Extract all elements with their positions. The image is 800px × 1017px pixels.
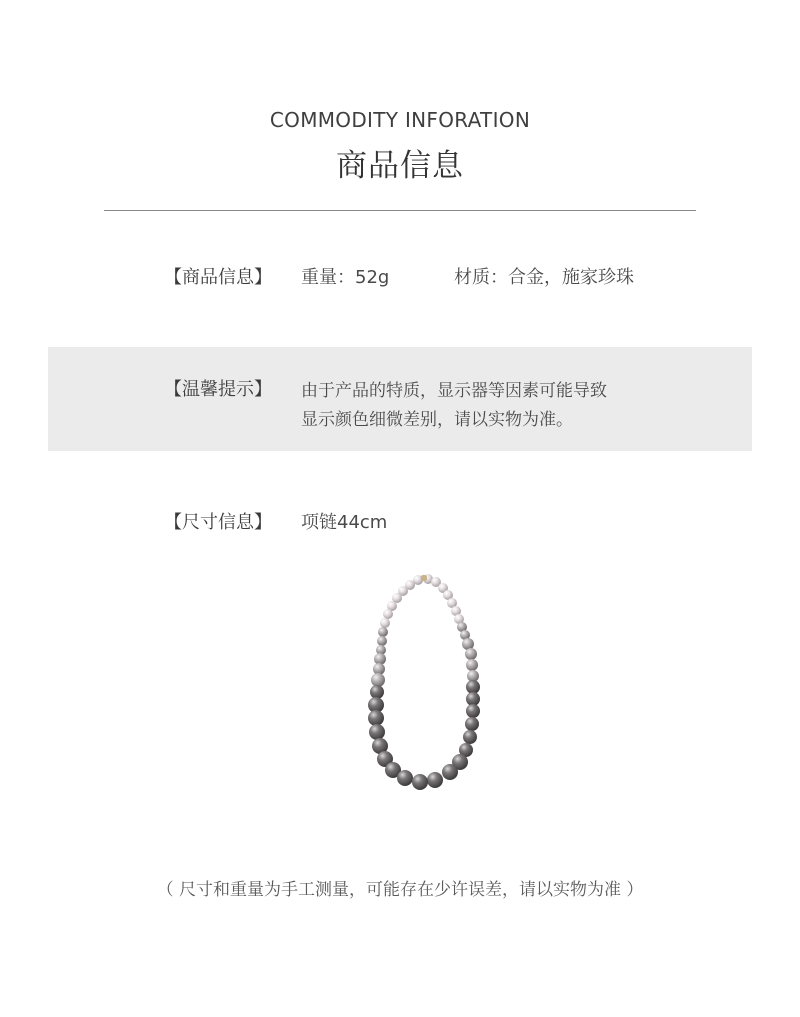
pearl-bead [465, 648, 477, 660]
pearl-bead [368, 710, 384, 726]
pearl-bead [466, 692, 480, 706]
pearl-bead [466, 680, 480, 694]
pearl-necklace-image [350, 568, 500, 818]
title-cn: 商品信息 [336, 148, 464, 184]
product-info-label: 【商品信息】 [164, 267, 272, 288]
title-en: COMMODITY INFORATION [269, 108, 531, 132]
pearl-bead [463, 730, 477, 744]
pearl-bead [383, 609, 393, 619]
size-value: 项链44cm [301, 512, 388, 533]
title-divider [104, 210, 696, 211]
pearl-bead [412, 774, 428, 790]
pearl-bead [370, 685, 384, 699]
material-text: 材质：合金，施家珍珠 [454, 267, 634, 288]
pearl-bead [466, 659, 478, 671]
tips-line-1: 由于产品的特质，显示器等因素可能导致 [301, 381, 607, 401]
pearl-bead [465, 717, 479, 731]
pearl-bead [442, 764, 458, 780]
size-info-label: 【尺寸信息】 [164, 512, 272, 533]
weight-text: 重量：52g [301, 267, 390, 288]
pearl-bead [377, 636, 387, 646]
tips-line-2: 显示颜色细微差别，请以实物为准。 [301, 410, 573, 430]
tips-label: 【温馨提示】 [164, 379, 272, 400]
pearl-bead [369, 724, 385, 740]
pearl-bead [427, 772, 443, 788]
pearl-bead [397, 770, 413, 786]
pearl-bead [378, 627, 388, 637]
pearl-bead [380, 618, 390, 628]
pearl-bead [466, 704, 480, 718]
necklace-clasp [421, 575, 427, 581]
footnote: （ 尺寸和重量为手工测量，可能存在少许误差，请以实物为准 ） [156, 880, 644, 900]
pearl-bead [371, 673, 385, 687]
